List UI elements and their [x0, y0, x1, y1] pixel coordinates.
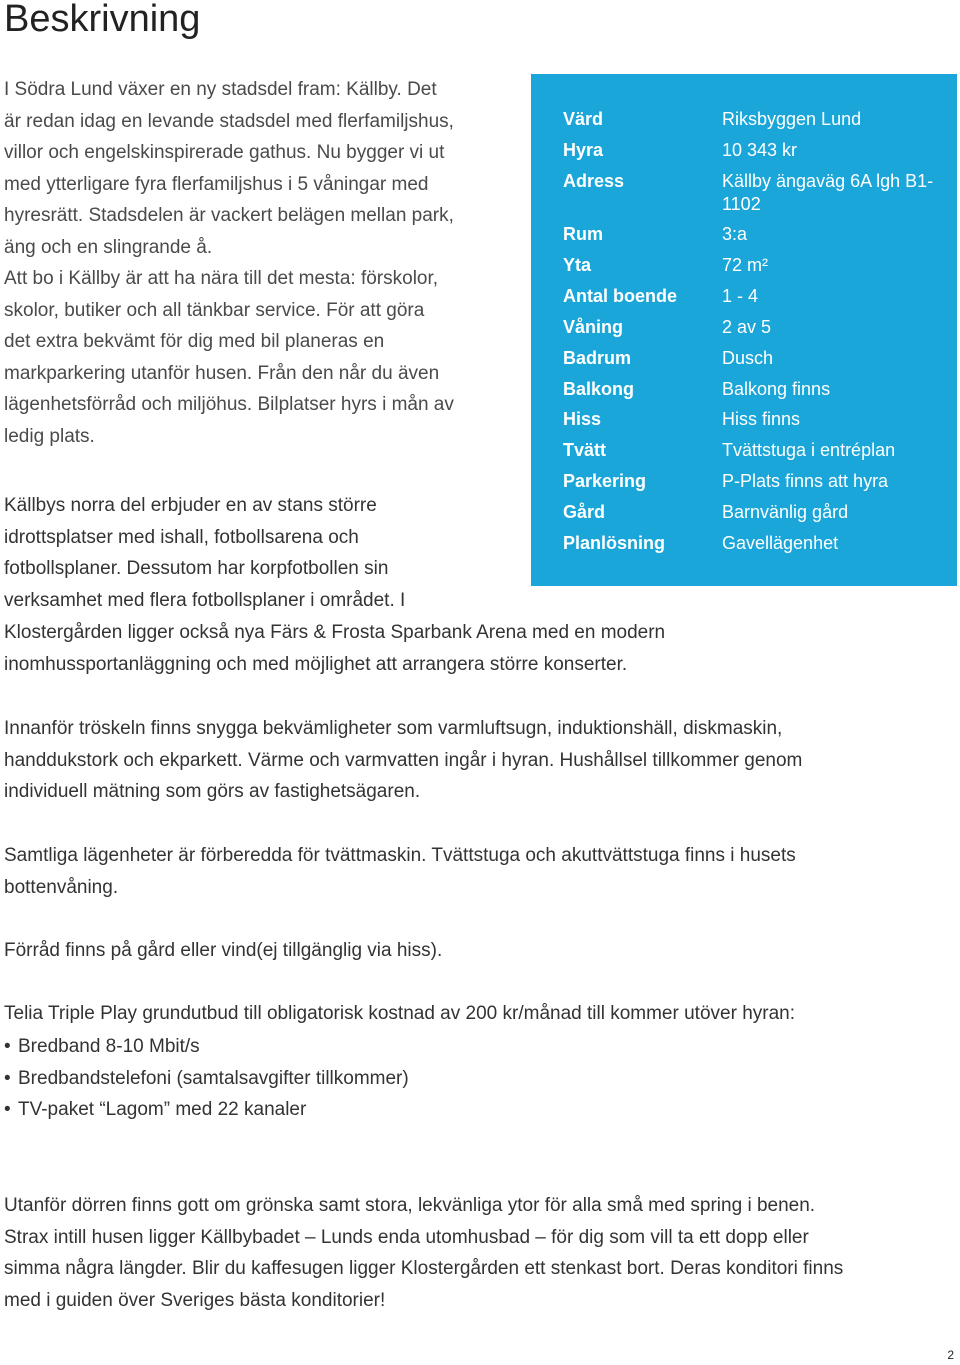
fact-value: Balkong finns — [722, 379, 831, 399]
laundry-paragraph: Samtliga lägenheter är förberedda för tvättmaskin. Tvättstuga och akuttvättstuga finns i husets bottenvåning. — [4, 845, 796, 898]
bullet-icon: • — [4, 1036, 11, 1057]
fact-label: Tvätt — [563, 440, 607, 460]
list-item — [4, 1031, 409, 1063]
fact-value: 10 343 kr — [722, 140, 798, 160]
fact-label: Antal boende — [563, 286, 678, 306]
fact-value: Riksbyggen Lund — [722, 109, 862, 129]
fact-label: Badrum — [563, 348, 632, 368]
fact-label: Värd — [563, 109, 604, 129]
bullet-icon: • — [4, 1067, 11, 1089]
fact-label: Parkering — [563, 471, 647, 491]
fact-label: Gård — [563, 502, 606, 522]
fact-value: 1 - 4 — [722, 286, 759, 306]
fact-label: Hiss — [563, 409, 602, 429]
fact-value: Källby ängaväg 6A lgh B1-1102 — [722, 171, 934, 214]
list-item-text: TV-paket “Lagom” med 22 kanaler — [18, 1099, 307, 1121]
fact-value: 72 m² — [722, 255, 769, 275]
fact-label: Balkong — [563, 379, 635, 399]
list-item-text: Bredband 8-10 Mbit/s — [18, 1036, 200, 1057]
page-title: Beskrivning — [4, 0, 201, 40]
amenities-paragraph: Innanför tröskeln finns snygga bekvämligheter som varmluftsugn, induktionshäll, diskmaskin, handdukstork och ekparkett. Värme och varmvatten ingår i hyran. Hushållsel tillkommer genom individuell mätning som görs av fastighetsägaren. — [4, 718, 803, 803]
fact-value: Barnvänlig gård — [722, 502, 849, 522]
list-item-text: Bredbandstelefoni (samtalsavgifter tillkommer) — [18, 1067, 409, 1089]
fact-label: Hyra — [563, 140, 604, 160]
fact-value: 2 av 5 — [722, 317, 772, 337]
telia-paragraph: Telia Triple Play grundutbud till obligatorisk kostnad av 200 kr/månad till kommer utöver hyran: — [4, 1003, 795, 1024]
telia-bullet-list — [4, 1031, 409, 1126]
fact-value: Hiss finns — [722, 409, 801, 429]
fact-label: Adress — [563, 171, 625, 191]
intro-paragraph: I Södra Lund växer en ny stadsdel fram: Källby. Det är redan idag en levande stadsdel med flerfamiljshus, villor och engelskinspirerade gathus. Nu bygger vi ut med ytterligare fyra flerfamiljshus i 5 våningar med hyresrätt. Stadsdelen är vackert belägen mellan park, äng och en slingrande å. Att bo i Källby är att ha nära till det mesta: förskolor, skolor, butiker och all tänkbar service. För att göra det extra bekvämt för dig med bil planeras en markparkering utanför husen. Från den når du även lägenhetsförråd och miljöhus. Bilplatser hyrs i mån av ledig plats. — [4, 79, 454, 447]
list-item — [4, 1094, 409, 1126]
list-item — [4, 1063, 409, 1095]
fact-label: Planlösning — [563, 533, 666, 553]
fact-value: 3:a — [722, 224, 748, 244]
bullet-icon: • — [4, 1099, 11, 1121]
fact-value: Gavellägenhet — [722, 533, 839, 553]
page-number: 2 — [947, 1348, 954, 1362]
fact-label: Våning — [563, 317, 624, 337]
fact-label: Rum — [563, 224, 603, 244]
fact-value: Tvättstuga i entréplan — [722, 440, 896, 460]
outdoor-paragraph: Utanför dörren finns gott om grönska samt stora, lekvänliga ytor för alla små med spring i benen. Strax intill husen ligger Källbybadet – Lunds enda utomhusbad – för dig som vill ta ett dopp eller simma några längder. Blir du kaffesugen ligger Klostergården ett stenkast bort. Deras konditori finns med i guiden över Sveriges bästa konditorier! — [4, 1195, 844, 1312]
sports-paragraph: Källbys norra del erbjuder en av stans större idrottsplatser med ishall, fotbollsarena och fotbollsplaner. Dessutom har korpfotbollen sin verksamhet med flera fotbollsplaner i området. I Klostergården ligger också nya Färs & Frosta Sparbank Arena med en modern inomhussportanläggning och med möjlighet att arrangera större konserter. — [4, 495, 666, 675]
storage-paragraph: Förråd finns på gård eller vind(ej tillgänglig via hiss). — [4, 940, 443, 961]
fact-label: Yta — [563, 255, 592, 275]
fact-value: P-Plats finns att hyra — [722, 471, 889, 491]
fact-value: Dusch — [722, 348, 774, 368]
